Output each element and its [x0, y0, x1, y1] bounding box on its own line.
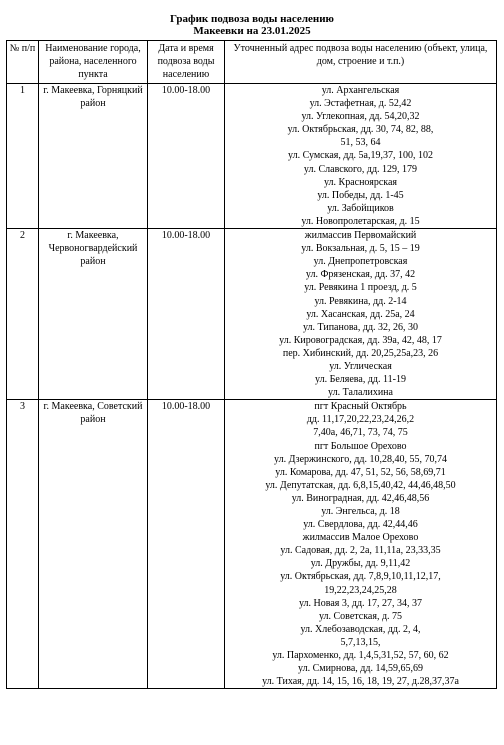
- row-num: 2: [7, 229, 39, 400]
- address-line: ул. Октябрьская, дд. 7,8,9,10,11,12,17,: [280, 571, 441, 583]
- row-time: 10.00-18.00: [148, 84, 225, 229]
- address-line: пгт Большое Орехово: [314, 440, 407, 452]
- address-line: ул. Забойщиков: [327, 202, 394, 214]
- row-addresses: [225, 400, 497, 689]
- address-line: ул. Славского, дд. 129, 179: [303, 163, 418, 175]
- address-line: ул. Углекопная, дд. 54,20,32: [301, 111, 420, 123]
- address-line: ул. Сумская, дд. 5а,19,37, 100, 102: [288, 150, 433, 162]
- document-title-line-2: Макеевки на 23.01.2025: [193, 25, 311, 37]
- address-line: ул. Победы, дд. 1-45: [317, 189, 404, 201]
- header-address: Уточненный адрес подвоза воды населению (объект, улица, дом, строение и т.п.): [225, 41, 497, 84]
- table-header-row: [7, 41, 497, 84]
- address-line: ул. Пархоменко, дд. 1,4,5,31,52, 57, 60, 62: [272, 650, 449, 662]
- address-line: ул. Ревякина 1 проезд, д. 5: [304, 282, 417, 294]
- address-line: ул. Свердлова, дд. 42,44,46: [303, 519, 418, 531]
- address-line: ул. Советская, д. 75: [318, 610, 403, 622]
- header-num: № п/п: [7, 41, 39, 84]
- address-line: ул. Энгельса, д. 18: [321, 506, 400, 517]
- address-line: жилмассив Первомайский: [304, 230, 417, 242]
- row-district: г. Макеевка, Червоногвардейский район: [39, 229, 148, 400]
- address-line: ул. Типанова, дд. 32, 26, 30: [302, 321, 419, 333]
- address-line: ул. Тихая, дд. 14, 15, 16, 18, 19, 27, д.28,37,37а: [262, 676, 459, 688]
- address-line: пгт Красный Октябрь: [314, 401, 407, 413]
- address-line: 51, 53, 64: [340, 137, 381, 149]
- address-line: ул. Садовая, дд. 2, 2а, 11,11а, 23,33,35: [280, 545, 441, 557]
- row-num: 3: [7, 400, 39, 689]
- address-line: ул. Смирнова, дд. 14,59,65,69: [298, 663, 423, 675]
- address-line: ул. Хасанская, дд. 25а, 24: [306, 308, 415, 320]
- row-district: г. Макеевка, Горняцкий район: [39, 84, 148, 229]
- table-row: [7, 400, 497, 689]
- address-line: ул. Беляева, дд. 11-19: [315, 374, 406, 386]
- document-title-line-1: График подвоза воды населению: [170, 13, 334, 25]
- address-line: 5,7,13,15,: [340, 636, 381, 648]
- address-line: пер. Хибинский, дд. 20,25,25а,23, 26: [282, 347, 439, 359]
- address-line: ул. Вокзальная, д. 5, 15 – 19: [301, 243, 420, 255]
- address-line: 19,22,23,24,25,28: [324, 584, 397, 596]
- address-line: ул. Красноярская: [323, 176, 398, 188]
- address-line: ул. Хлебозаводская, дд. 2, 4,: [300, 623, 421, 635]
- address-line: ул. Ревякина, дд. 2-14: [314, 295, 407, 307]
- address-line: ул. Дружбы, дд. 9,11,42: [310, 558, 411, 570]
- water-schedule-table: [6, 40, 497, 689]
- address-line: ул. Новопролетарская, д. 15: [301, 215, 420, 227]
- address-line: ул. Талалихина: [328, 387, 393, 399]
- address-line: ул. Кировоградская, дд. 39а, 42, 48, 17: [279, 334, 442, 346]
- address-line: ул. Виноградная, дд. 42,46,48,56: [291, 492, 430, 504]
- table-row: [7, 229, 497, 400]
- address-line: ул. Новая 3, дд. 17, 27, 34, 37: [298, 597, 423, 609]
- row-num: 1: [7, 84, 39, 229]
- row-time: 10.00-18.00: [148, 400, 225, 689]
- address-line: ул. Углическая: [329, 360, 392, 372]
- address-line: дд. 11,17,20,22,23,24,26,2: [306, 414, 415, 426]
- address-line: ул. Днепропетровская: [313, 256, 408, 268]
- header-name: Наименование города, района, населенного пункта: [39, 41, 148, 84]
- row-addresses: [225, 229, 497, 400]
- address-line: ул. Архангельская: [321, 85, 400, 96]
- row-addresses: [225, 84, 497, 229]
- header-time: Дата и время подвоза воды населению: [148, 41, 225, 84]
- address-line: ул. Эстафетная, д. 52,42: [309, 98, 412, 110]
- address-line: ул. Комарова, дд. 47, 51, 52, 56, 58,69,71: [275, 466, 446, 478]
- row-time: 10.00-18.00: [148, 229, 225, 400]
- address-line: ул. Дзержинского, дд. 10,28,40, 55, 70,74: [274, 453, 447, 465]
- address-line: 7,40а, 46,71, 73, 74, 75: [313, 427, 408, 439]
- address-line: ул. Фрязенская, дд. 37, 42: [305, 269, 416, 281]
- address-line: ул. Депутатская, дд. 6,8,15,40,42, 44,46,48,50: [265, 479, 456, 491]
- address-line: ул. Октябрьская, дд. 30, 74, 82, 88,: [287, 124, 434, 136]
- table-row: [7, 84, 497, 229]
- row-district: г. Макеевка, Советский район: [39, 400, 148, 689]
- address-line: жилмассив Малое Орехово: [302, 532, 419, 544]
